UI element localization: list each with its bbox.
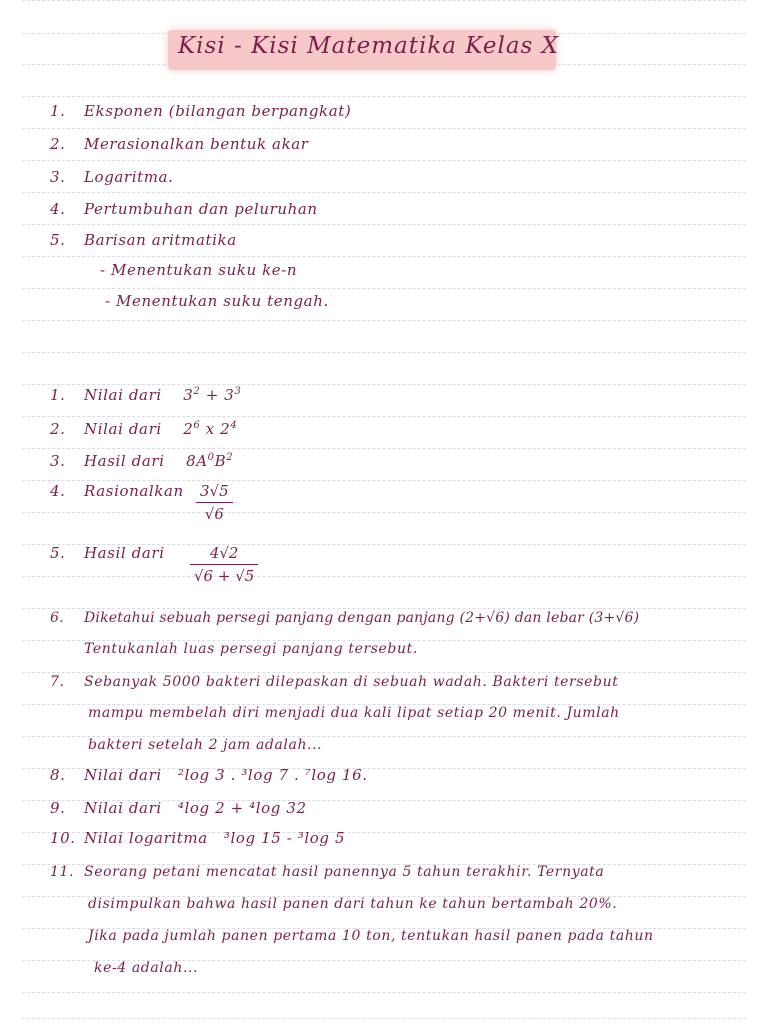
soal-10: 10. Nilai logaritma ³log 15 - ³log 5 xyxy=(50,829,346,847)
kisi-subitem-1: - Menentukan suku ke-n xyxy=(100,261,298,279)
soal-2: 2. Nilai dari $2^6$ x $2^4$ xyxy=(50,420,238,438)
fraction-denominator: √6 xyxy=(204,505,224,523)
soal-5-fraction xyxy=(190,544,258,585)
soal-7-line-2: mampu membelah diri menjadi dua kali lipat setiap 20 menit. Jumlah xyxy=(88,705,620,721)
soal-7: 7. Sebanyak 5000 bakteri dilepaskan di sebuah wadah. Bakteri tersebut xyxy=(50,674,619,690)
kisi-item-1: 1. Eksponen (bilangan berpangkat) xyxy=(50,102,352,120)
fraction-numerator: 3√5 xyxy=(200,482,229,500)
soal-11-line-4: ke-4 adalah... xyxy=(94,960,199,976)
fraction-numerator: 4√2 xyxy=(209,544,239,562)
kisi-item-3: 3. Logaritma. xyxy=(50,168,174,186)
soal-4: 4. Rasionalkan xyxy=(50,482,184,500)
soal-6-line-2: Tentukanlah luas persegi panjang tersebut. xyxy=(84,641,418,657)
soal-7-line-3: bakteri setelah 2 jam adalah... xyxy=(88,737,323,753)
page-title: Kisi - Kisi Matematika Kelas X xyxy=(178,33,560,59)
soal-1: 1. Nilai dari $3^2 + 3^3$ xyxy=(50,386,242,404)
soal-11-line-3: Jika pada jumlah panen pertama 10 ton, tentukan hasil panen pada tahun xyxy=(88,928,654,944)
soal-4-fraction xyxy=(196,482,233,523)
kisi-subitem-2: - Menentukan suku tengah. xyxy=(105,292,329,310)
soal-3: 3. Hasil dari $8A^0B^2$ xyxy=(50,452,234,470)
soal-8: 8. Nilai dari ²log 3 . ³log 7 . ⁷log 16. xyxy=(50,766,368,784)
soal-11-line-2: disimpulkan bahwa hasil panen dari tahun ke tahun bertambah 20%. xyxy=(88,896,618,912)
soal-5: 5. Hasil dari xyxy=(50,544,165,562)
soal-11: 11. Seorang petani mencatat hasil panennya 5 tahun terakhir. Ternyata xyxy=(50,864,605,880)
fraction-denominator: √6 + √5 xyxy=(194,567,255,585)
kisi-item-4: 4. Pertumbuhan dan peluruhan xyxy=(50,200,318,218)
kisi-item-5: 5. Barisan aritmatika xyxy=(50,231,237,249)
soal-6: 6. Diketahui sebuah persegi panjang dengan panjang (2+√6) dan lebar (3+√6) xyxy=(50,610,640,626)
soal-9: 9. Nilai dari ⁴log 2 + ⁴log 32 xyxy=(50,799,307,817)
kisi-item-2: 2. Merasionalkan bentuk akar xyxy=(50,135,309,153)
